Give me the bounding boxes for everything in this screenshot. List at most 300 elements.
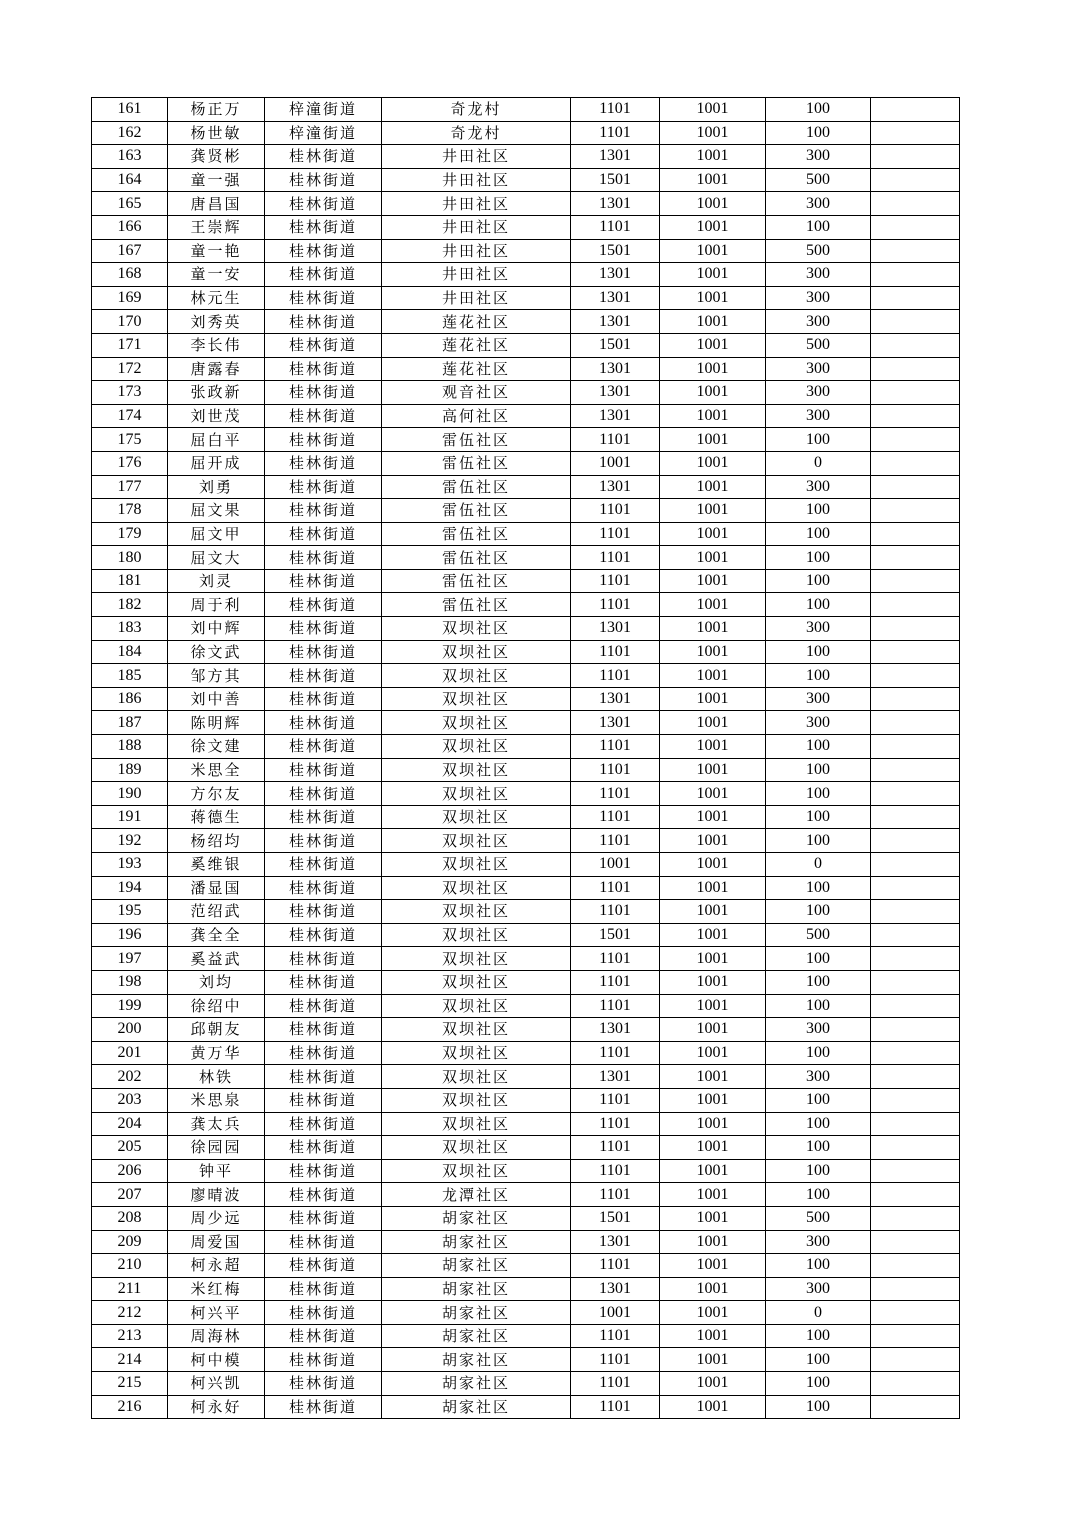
table-row [92, 1112, 960, 1136]
code2-cell: 1001 [660, 853, 766, 877]
code2-cell: 1001 [660, 121, 766, 145]
street-cell: 桂林街道 [265, 687, 382, 711]
table-row [92, 192, 960, 216]
code2-cell: 1001 [660, 522, 766, 546]
table-row [92, 947, 960, 971]
code2-cell: 1001 [660, 805, 766, 829]
table-row [92, 1159, 960, 1183]
community-cell: 双坝社区 [382, 1136, 571, 1160]
code2-cell: 1001 [660, 168, 766, 192]
remark-cell [871, 805, 960, 829]
code1-cell: 1301 [571, 404, 660, 428]
amount-cell: 100 [766, 782, 871, 806]
community-cell: 奇龙村 [382, 98, 571, 122]
row-number-cell: 196 [92, 923, 168, 947]
row-number-cell: 209 [92, 1230, 168, 1254]
remark-cell [871, 499, 960, 523]
remark-cell [871, 1183, 960, 1207]
amount-cell: 100 [766, 98, 871, 122]
remark-cell [871, 1065, 960, 1089]
table-row [92, 1088, 960, 1112]
amount-cell: 300 [766, 145, 871, 169]
code1-cell: 1101 [571, 215, 660, 239]
code2-cell: 1001 [660, 1301, 766, 1325]
code2-cell: 1001 [660, 428, 766, 452]
code1-cell: 1101 [571, 428, 660, 452]
community-cell: 雷伍社区 [382, 499, 571, 523]
code2-cell: 1001 [660, 1183, 766, 1207]
table-row [92, 522, 960, 546]
community-cell: 双坝社区 [382, 687, 571, 711]
amount-cell: 300 [766, 1230, 871, 1254]
code2-cell: 1001 [660, 381, 766, 405]
code1-cell: 1101 [571, 98, 660, 122]
remark-cell [871, 994, 960, 1018]
row-number-cell: 204 [92, 1112, 168, 1136]
community-cell: 双坝社区 [382, 758, 571, 782]
amount-cell: 100 [766, 640, 871, 664]
street-cell: 桂林街道 [265, 1277, 382, 1301]
street-cell: 桂林街道 [265, 782, 382, 806]
name-cell: 刘秀英 [168, 310, 265, 334]
code1-cell: 1301 [571, 357, 660, 381]
table-row [92, 404, 960, 428]
row-number-cell: 210 [92, 1254, 168, 1278]
community-cell: 高何社区 [382, 404, 571, 428]
street-cell: 梓潼街道 [265, 121, 382, 145]
name-cell: 柯永好 [168, 1395, 265, 1419]
name-cell: 林元生 [168, 286, 265, 310]
row-number-cell: 192 [92, 829, 168, 853]
table-row [92, 782, 960, 806]
row-number-cell: 199 [92, 994, 168, 1018]
street-cell: 桂林街道 [265, 947, 382, 971]
community-cell: 胡家社区 [382, 1206, 571, 1230]
remark-cell [871, 1041, 960, 1065]
code1-cell: 1301 [571, 1277, 660, 1301]
code1-cell: 1101 [571, 947, 660, 971]
table-row [92, 1301, 960, 1325]
table-row [92, 168, 960, 192]
row-number-cell: 216 [92, 1395, 168, 1419]
amount-cell: 100 [766, 1395, 871, 1419]
community-cell: 双坝社区 [382, 782, 571, 806]
amount-cell: 100 [766, 970, 871, 994]
name-cell: 廖晴波 [168, 1183, 265, 1207]
code1-cell: 1301 [571, 711, 660, 735]
street-cell: 桂林街道 [265, 994, 382, 1018]
amount-cell: 0 [766, 853, 871, 877]
street-cell: 桂林街道 [265, 1159, 382, 1183]
amount-cell: 100 [766, 664, 871, 688]
table-row [92, 263, 960, 287]
amount-cell: 300 [766, 1018, 871, 1042]
remark-cell [871, 121, 960, 145]
code1-cell: 1301 [571, 381, 660, 405]
code2-cell: 1001 [660, 1277, 766, 1301]
row-number-cell: 206 [92, 1159, 168, 1183]
code2-cell: 1001 [660, 687, 766, 711]
row-number-cell: 208 [92, 1206, 168, 1230]
street-cell: 桂林街道 [265, 499, 382, 523]
amount-cell: 100 [766, 428, 871, 452]
row-number-cell: 211 [92, 1277, 168, 1301]
name-cell: 刘中善 [168, 687, 265, 711]
remark-cell [871, 970, 960, 994]
table-row [92, 1277, 960, 1301]
code1-cell: 1301 [571, 263, 660, 287]
table-row [92, 381, 960, 405]
name-cell: 刘中辉 [168, 617, 265, 641]
community-cell: 雷伍社区 [382, 569, 571, 593]
code1-cell: 1101 [571, 522, 660, 546]
street-cell: 桂林街道 [265, 357, 382, 381]
remark-cell [871, 569, 960, 593]
community-cell: 莲花社区 [382, 310, 571, 334]
remark-cell [871, 640, 960, 664]
code1-cell: 1101 [571, 569, 660, 593]
name-cell: 徐文武 [168, 640, 265, 664]
table-row [92, 758, 960, 782]
code2-cell: 1001 [660, 994, 766, 1018]
code1-cell: 1101 [571, 735, 660, 759]
row-number-cell: 182 [92, 593, 168, 617]
code1-cell: 1301 [571, 475, 660, 499]
community-cell: 双坝社区 [382, 1112, 571, 1136]
name-cell: 龚贤彬 [168, 145, 265, 169]
amount-cell: 100 [766, 1183, 871, 1207]
community-cell: 井田社区 [382, 192, 571, 216]
street-cell: 桂林街道 [265, 711, 382, 735]
code1-cell: 1101 [571, 499, 660, 523]
remark-cell [871, 263, 960, 287]
street-cell: 桂林街道 [265, 1301, 382, 1325]
community-cell: 井田社区 [382, 239, 571, 263]
table-row [92, 900, 960, 924]
remark-cell [871, 617, 960, 641]
code2-cell: 1001 [660, 451, 766, 475]
street-cell: 桂林街道 [265, 735, 382, 759]
street-cell: 桂林街道 [265, 215, 382, 239]
name-cell: 童一安 [168, 263, 265, 287]
row-number-cell: 197 [92, 947, 168, 971]
table-row [92, 499, 960, 523]
row-number-cell: 168 [92, 263, 168, 287]
remark-cell [871, 758, 960, 782]
table-row [92, 640, 960, 664]
row-number-cell: 202 [92, 1065, 168, 1089]
row-number-cell: 174 [92, 404, 168, 428]
code1-cell: 1101 [571, 876, 660, 900]
remark-cell [871, 333, 960, 357]
remark-cell [871, 1112, 960, 1136]
table-row [92, 805, 960, 829]
table-row [92, 357, 960, 381]
code2-cell: 1001 [660, 876, 766, 900]
remark-cell [871, 451, 960, 475]
street-cell: 桂林街道 [265, 1324, 382, 1348]
remark-cell [871, 145, 960, 169]
row-number-cell: 177 [92, 475, 168, 499]
code2-cell: 1001 [660, 782, 766, 806]
name-cell: 李长伟 [168, 333, 265, 357]
remark-cell [871, 876, 960, 900]
code1-cell: 1101 [571, 1041, 660, 1065]
community-cell: 井田社区 [382, 263, 571, 287]
name-cell: 徐文建 [168, 735, 265, 759]
code1-cell: 1101 [571, 1136, 660, 1160]
amount-cell: 300 [766, 687, 871, 711]
amount-cell: 300 [766, 1277, 871, 1301]
community-cell: 奇龙村 [382, 121, 571, 145]
row-number-cell: 203 [92, 1088, 168, 1112]
code2-cell: 1001 [660, 404, 766, 428]
community-cell: 双坝社区 [382, 970, 571, 994]
row-number-cell: 190 [92, 782, 168, 806]
remark-cell [871, 1088, 960, 1112]
code1-cell: 1101 [571, 1183, 660, 1207]
street-cell: 桂林街道 [265, 829, 382, 853]
community-cell: 双坝社区 [382, 900, 571, 924]
remark-cell [871, 711, 960, 735]
code2-cell: 1001 [660, 900, 766, 924]
amount-cell: 100 [766, 1324, 871, 1348]
amount-cell: 100 [766, 1348, 871, 1372]
row-number-cell: 161 [92, 98, 168, 122]
code1-cell: 1301 [571, 687, 660, 711]
row-number-cell: 185 [92, 664, 168, 688]
code1-cell: 1101 [571, 1088, 660, 1112]
community-cell: 双坝社区 [382, 1018, 571, 1042]
name-cell: 张政新 [168, 381, 265, 405]
amount-cell: 300 [766, 404, 871, 428]
remark-cell [871, 522, 960, 546]
table-row [92, 687, 960, 711]
street-cell: 桂林街道 [265, 900, 382, 924]
amount-cell: 300 [766, 475, 871, 499]
code2-cell: 1001 [660, 1159, 766, 1183]
street-cell: 桂林街道 [265, 1065, 382, 1089]
name-cell: 蒋德生 [168, 805, 265, 829]
remark-cell [871, 1159, 960, 1183]
code1-cell: 1101 [571, 1254, 660, 1278]
table-row [92, 1018, 960, 1042]
community-cell: 双坝社区 [382, 853, 571, 877]
remark-cell [871, 900, 960, 924]
street-cell: 桂林街道 [265, 1018, 382, 1042]
community-cell: 双坝社区 [382, 829, 571, 853]
table-row [92, 1324, 960, 1348]
amount-cell: 300 [766, 263, 871, 287]
street-cell: 桂林街道 [265, 263, 382, 287]
street-cell: 桂林街道 [265, 333, 382, 357]
community-cell: 双坝社区 [382, 1159, 571, 1183]
code2-cell: 1001 [660, 569, 766, 593]
table-row [92, 923, 960, 947]
code1-cell: 1101 [571, 758, 660, 782]
remark-cell [871, 428, 960, 452]
code1-cell: 1301 [571, 1065, 660, 1089]
row-number-cell: 173 [92, 381, 168, 405]
code2-cell: 1001 [660, 711, 766, 735]
amount-cell: 100 [766, 1254, 871, 1278]
code1-cell: 1301 [571, 310, 660, 334]
name-cell: 龚太兵 [168, 1112, 265, 1136]
street-cell: 桂林街道 [265, 1372, 382, 1396]
street-cell: 桂林街道 [265, 145, 382, 169]
table-body [92, 98, 960, 1419]
row-number-cell: 184 [92, 640, 168, 664]
code2-cell: 1001 [660, 593, 766, 617]
name-cell: 屈文果 [168, 499, 265, 523]
community-cell: 胡家社区 [382, 1230, 571, 1254]
amount-cell: 100 [766, 1088, 871, 1112]
amount-cell: 100 [766, 1112, 871, 1136]
community-cell: 双坝社区 [382, 805, 571, 829]
remark-cell [871, 1018, 960, 1042]
street-cell: 桂林街道 [265, 192, 382, 216]
remark-cell [871, 1301, 960, 1325]
table-row [92, 1348, 960, 1372]
name-cell: 屈白平 [168, 428, 265, 452]
remark-cell [871, 829, 960, 853]
remark-cell [871, 1372, 960, 1396]
name-cell: 米红梅 [168, 1277, 265, 1301]
table-row [92, 1395, 960, 1419]
remark-cell [871, 98, 960, 122]
remark-cell [871, 853, 960, 877]
community-cell: 雷伍社区 [382, 546, 571, 570]
table-row [92, 239, 960, 263]
table-row [92, 994, 960, 1018]
code2-cell: 1001 [660, 970, 766, 994]
code1-cell: 1101 [571, 640, 660, 664]
street-cell: 桂林街道 [265, 381, 382, 405]
code1-cell: 1001 [571, 451, 660, 475]
street-cell: 桂林街道 [265, 970, 382, 994]
street-cell: 桂林街道 [265, 475, 382, 499]
community-cell: 双坝社区 [382, 1088, 571, 1112]
code1-cell: 1101 [571, 1159, 660, 1183]
code1-cell: 1101 [571, 970, 660, 994]
remark-cell [871, 357, 960, 381]
table-row [92, 829, 960, 853]
remark-cell [871, 192, 960, 216]
row-number-cell: 176 [92, 451, 168, 475]
community-cell: 胡家社区 [382, 1348, 571, 1372]
code2-cell: 1001 [660, 263, 766, 287]
code2-cell: 1001 [660, 664, 766, 688]
name-cell: 徐园园 [168, 1136, 265, 1160]
table-row [92, 451, 960, 475]
code1-cell: 1101 [571, 664, 660, 688]
community-cell: 胡家社区 [382, 1301, 571, 1325]
community-cell: 胡家社区 [382, 1395, 571, 1419]
code1-cell: 1301 [571, 286, 660, 310]
remark-cell [871, 310, 960, 334]
amount-cell: 100 [766, 1041, 871, 1065]
code1-cell: 1101 [571, 994, 660, 1018]
name-cell: 屈文甲 [168, 522, 265, 546]
amount-cell: 300 [766, 192, 871, 216]
amount-cell: 100 [766, 805, 871, 829]
table-row [92, 215, 960, 239]
street-cell: 桂林街道 [265, 569, 382, 593]
amount-cell: 300 [766, 711, 871, 735]
code1-cell: 1001 [571, 1301, 660, 1325]
table-row [92, 1372, 960, 1396]
table-row [92, 428, 960, 452]
name-cell: 柯中模 [168, 1348, 265, 1372]
code1-cell: 1501 [571, 333, 660, 357]
code1-cell: 1301 [571, 1018, 660, 1042]
name-cell: 周少远 [168, 1206, 265, 1230]
code2-cell: 1001 [660, 1065, 766, 1089]
code2-cell: 1001 [660, 145, 766, 169]
table-row [92, 1230, 960, 1254]
code2-cell: 1001 [660, 357, 766, 381]
table-row [92, 1206, 960, 1230]
name-cell: 米思泉 [168, 1088, 265, 1112]
street-cell: 桂林街道 [265, 404, 382, 428]
code1-cell: 1101 [571, 1112, 660, 1136]
community-cell: 雷伍社区 [382, 593, 571, 617]
community-cell: 井田社区 [382, 145, 571, 169]
code2-cell: 1001 [660, 735, 766, 759]
code2-cell: 1001 [660, 1206, 766, 1230]
name-cell: 邱朝友 [168, 1018, 265, 1042]
row-number-cell: 213 [92, 1324, 168, 1348]
row-number-cell: 189 [92, 758, 168, 782]
community-cell: 龙潭社区 [382, 1183, 571, 1207]
street-cell: 桂林街道 [265, 1136, 382, 1160]
row-number-cell: 215 [92, 1372, 168, 1396]
name-cell: 杨正万 [168, 98, 265, 122]
row-number-cell: 179 [92, 522, 168, 546]
amount-cell: 100 [766, 121, 871, 145]
street-cell: 桂林街道 [265, 1206, 382, 1230]
street-cell: 桂林街道 [265, 876, 382, 900]
street-cell: 桂林街道 [265, 1254, 382, 1278]
amount-cell: 100 [766, 215, 871, 239]
amount-cell: 100 [766, 947, 871, 971]
amount-cell: 500 [766, 1206, 871, 1230]
name-cell: 周海林 [168, 1324, 265, 1348]
street-cell: 桂林街道 [265, 664, 382, 688]
name-cell: 刘灵 [168, 569, 265, 593]
community-cell: 双坝社区 [382, 735, 571, 759]
amount-cell: 500 [766, 239, 871, 263]
amount-cell: 100 [766, 522, 871, 546]
remark-cell [871, 1395, 960, 1419]
code2-cell: 1001 [660, 310, 766, 334]
name-cell: 杨世敏 [168, 121, 265, 145]
table-row [92, 735, 960, 759]
remark-cell [871, 215, 960, 239]
code2-cell: 1001 [660, 475, 766, 499]
name-cell: 屈文大 [168, 546, 265, 570]
code2-cell: 1001 [660, 617, 766, 641]
community-cell: 雷伍社区 [382, 428, 571, 452]
name-cell: 周爱国 [168, 1230, 265, 1254]
row-number-cell: 163 [92, 145, 168, 169]
table-row [92, 1065, 960, 1089]
code1-cell: 1501 [571, 239, 660, 263]
code1-cell: 1101 [571, 1372, 660, 1396]
name-cell: 柯永超 [168, 1254, 265, 1278]
table-row [92, 475, 960, 499]
row-number-cell: 169 [92, 286, 168, 310]
